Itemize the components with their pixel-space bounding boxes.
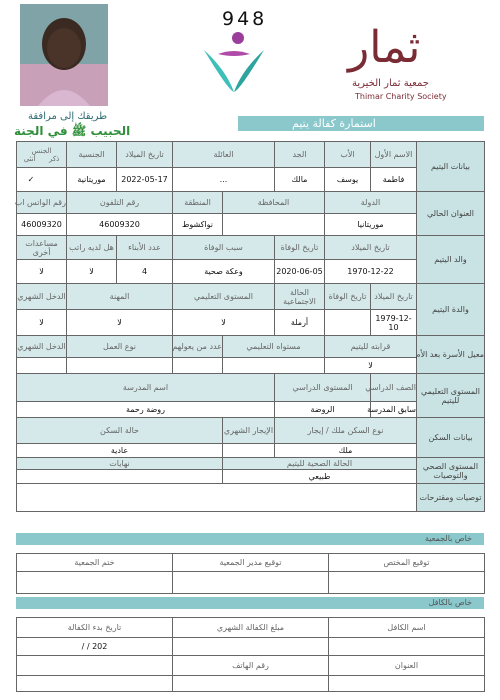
guardian-dependents [173,358,223,374]
health-status: طبيعي [223,470,417,484]
logo-arabic-name: جمعية ثمار الخيرية [352,78,429,89]
sponsor-table [16,617,485,692]
sponsor-bar-label: خاص بالكافل [428,598,472,607]
header-gender [17,142,67,168]
society-stamp-field[interactable] [17,572,173,594]
main-form-table [16,141,485,512]
sponsor-extra-field-2[interactable] [17,676,173,692]
mother-education: لا [173,310,275,336]
guardian-education [223,358,325,374]
header-family-name: العائلة [173,142,275,168]
header-phone: رقم التلفون [67,192,173,214]
header-sponsor-name: اسم الكافل [329,618,485,638]
sponsor-bar [16,597,484,609]
header-study-level: المستوى الدراسي [275,374,371,402]
orphan-first-name: فاطمة [371,168,417,192]
header-father-name: الأب [325,142,371,168]
header-dependents: عدد من يعولهم [173,336,223,358]
address-whatsapp: 46009320 [17,214,67,236]
header-sponsorship-start: تاريخ بدء الكفالة [17,618,173,638]
gender-label: الجنس [31,146,52,155]
header-monthly-rent: الإيجار الشهري [223,418,275,444]
header-father-death: تاريخ الوفاة [275,236,325,260]
gender-male-label: ذكر [48,154,60,163]
society-table [16,553,485,594]
header-governorate: المحافظة [223,192,325,214]
guardian-relation: لا [325,358,417,374]
housing-condition: عادية [17,444,223,458]
header-grandfather-name: الجد [275,142,325,168]
society-bar-label: خاص بالجمعية [424,534,472,543]
header-whatsapp: رقم الواتس اب [17,192,67,214]
gender-female-check: ✓ [27,175,35,184]
guardian-section-label: معيل الأسرة بعد الأم [417,336,485,374]
education-level: الروضة [275,402,371,418]
header-society-stamp: ختم الجمعية [17,554,173,572]
orphan-nationality: موريتانية [67,168,117,192]
father-section-label: والد اليتيم [417,236,485,284]
father-death: 2020-06-05 [275,260,325,284]
director-signature-field[interactable] [173,572,329,594]
orphan-father-name: يوسف [325,168,371,192]
form-number: 948 [222,8,268,30]
guardian-work-type [67,358,173,374]
header-area: المنطقة [173,192,223,214]
society-bar [16,533,484,545]
sponsor-address-field[interactable] [329,676,485,692]
logo-brand-mark: ثمار [348,22,421,73]
logo-english-name: Thimar Charity Society [355,92,447,101]
header-first-name: الاسم الأول [371,142,417,168]
education-school-name: روضة رحمة [17,402,275,418]
header-sponsor-phone: رقم الهاتف [173,656,329,676]
header-housing-condition: حالة السكن [17,418,223,444]
header-health-status: الحالة الصحية لليتيم [223,458,417,470]
child-photo [20,4,108,106]
address-country: موريتانيا [325,214,417,236]
header-salary: هل لديه راتب [67,236,117,260]
header-health-sub: نهايات [17,458,223,470]
father-death-cause: وعكة صحية [173,260,275,284]
orphan-grandfather-name: مالك [275,168,325,192]
father-other-aid: لا [17,260,67,284]
logo-figure-icon [198,30,270,94]
health-sub-value [17,470,223,484]
housing-section-label: بيانات السكن [417,418,485,458]
header-children-count: عدد الأبناء [117,236,173,260]
header-marital-status: الحالة الاجتماعية [275,284,325,310]
mother-marital-status: أرملة [275,310,325,336]
header-monthly-income: الدخل الشهري [17,284,67,310]
education-grade: سابق المدرسة [371,402,417,418]
header-sponsorship-amount: مبلغ الكفالة الشهري [173,618,329,638]
header-occupation: المهنة [67,284,173,310]
header-mother-birth: تاريخ الميلاد [371,284,417,310]
header-birth-date: تاريخ الميلاد [117,142,173,168]
header-specialist-signature: توقيع المختص [329,554,485,572]
orphan-section-label: بيانات اليتيم [417,142,485,192]
header-work-type: نوع العمل [67,336,173,358]
sponsor-name-field[interactable] [329,638,485,656]
orphan-family-name: ... [173,168,275,192]
mother-income: لا [17,310,67,336]
notes-section-label: توصيات ومقترحات [417,484,485,512]
father-birth: 1970-12-22 [325,260,417,284]
address-section-label: العنوان الحالي [417,192,485,236]
sponsor-extra-field[interactable] [17,656,173,676]
father-children-count: 4 [117,260,173,284]
address-phone: 46009320 [67,214,173,236]
mother-birth: 1979-12-10 [371,310,417,336]
mother-occupation: لا [67,310,173,336]
header-school-name: اسم المدرسة [17,374,275,402]
specialist-signature-field[interactable] [329,572,485,594]
health-section-label: المستوى الصحي والتوصيات [417,458,485,484]
education-section-label: المستوى التعليمي لليتيم [417,374,485,418]
notes-field[interactable] [17,484,417,512]
form-title: استمارة كفالة يتيم [292,117,376,130]
address-area: نواكشوط [173,214,223,236]
orphan-birth-date: 2022-05-17 [117,168,173,192]
header-guardian-income: الدخل الشهري [17,336,67,358]
mother-death [325,310,371,336]
header-guardian-education: مستواه التعليمي [223,336,325,358]
housing-rent [223,444,275,458]
caption-line-1: طريقك إلى مرافقة [28,111,108,122]
caption-line-2: الحبيب ﷺ في الجنة [14,124,131,138]
header-father-birth: تاريخ الميلاد [325,236,417,260]
header-guardian-relation: قرابته لليتيم [325,336,417,358]
mother-section-label: والدة اليتيم [417,284,485,336]
header-sponsor-address: العنوان [329,656,485,676]
header-mother-death: تاريخ الوفاة [325,284,371,310]
sponsorship-amount-field[interactable] [173,638,329,656]
header-school-grade: الصف الدراسي [371,374,417,402]
orphan-gender [17,168,67,192]
header-education-level: المستوى التعليمي [173,284,275,310]
gender-female-label: أنثى [23,154,36,163]
guardian-income [17,358,67,374]
header-nationality: الجنسية [67,142,117,168]
header-country: الدولة [325,192,417,214]
header-death-cause: سبب الوفاة [173,236,275,260]
housing-type: ملك [275,444,417,458]
header-other-aid: مساعدات أخرى [17,236,67,260]
header-director-signature: توقيع مدير الجمعية [173,554,329,572]
address-governorate [223,214,325,236]
header-housing-type: نوع السكن ملك / إيجار [275,418,417,444]
father-salary: لا [67,260,117,284]
sponsor-phone-field[interactable] [173,676,329,692]
sponsorship-start-field[interactable]: 202 / / [17,638,173,656]
